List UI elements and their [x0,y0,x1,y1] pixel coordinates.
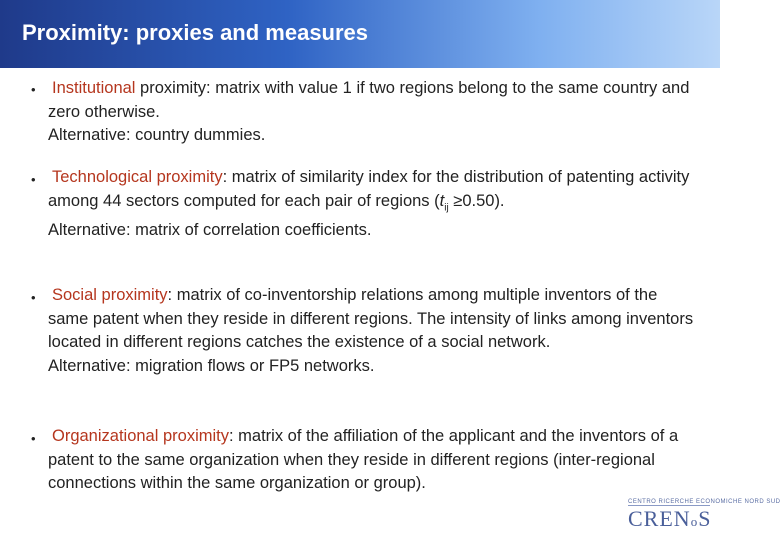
term-technological: Technological proximity [52,168,223,186]
symbol-ij: ij [444,201,449,213]
logo-end: S [698,506,712,531]
item-2-alternative: Alternative: matrix of correlation coefficients. [48,221,372,240]
term-social: Social proximity [52,286,168,304]
term-organizational: Organizational proximity [52,427,229,445]
item-organizational [48,425,698,496]
title-bar [0,0,720,68]
item-3-alternative: Alternative: migration flows or FP5 networks. [48,356,375,375]
term-institutional: Institutional [52,79,136,97]
symbol-t: t [439,191,445,210]
item-2-threshold: ≥0.50). [448,191,505,210]
bullet-1: • [31,82,36,97]
item-technological [48,166,698,243]
bullet-4: • [31,431,36,446]
bullet-2: • [31,172,36,187]
item-1-text: proximity: matrix with value 1 if two regions belong to the same country and zero otherwise. [48,79,690,121]
bullet-3: • [31,290,36,305]
item-2-text: : matrix of similarity index for the distribution of patenting activity among 44 sectors computed for each pair of regions ( [48,168,690,210]
item-1-alternative: Alternative: country dummies. [48,126,266,144]
item-institutional [48,77,698,148]
item-3-text: : matrix of co-inventorship relations among multiple inventors of the same patent when they reside in different regions. The intensity of links among inventors located in different regions catches the existence of a social network. [48,286,694,351]
logo-main: CREN [628,506,691,531]
logo-small: o [690,514,699,529]
crenos-logo [628,499,781,537]
slide-title: Proximity: proxies and measures [22,20,369,45]
logo-tagline: CENTRO RICERCHE ECONOMICHE NORD SUD [628,499,781,505]
item-social [48,284,698,378]
item-4-text: : matrix of the affiliation of the applicant and the inventors of a patent to the same organization when they reside in different regions (inter-regional connections within the same organization or group). [48,427,679,492]
